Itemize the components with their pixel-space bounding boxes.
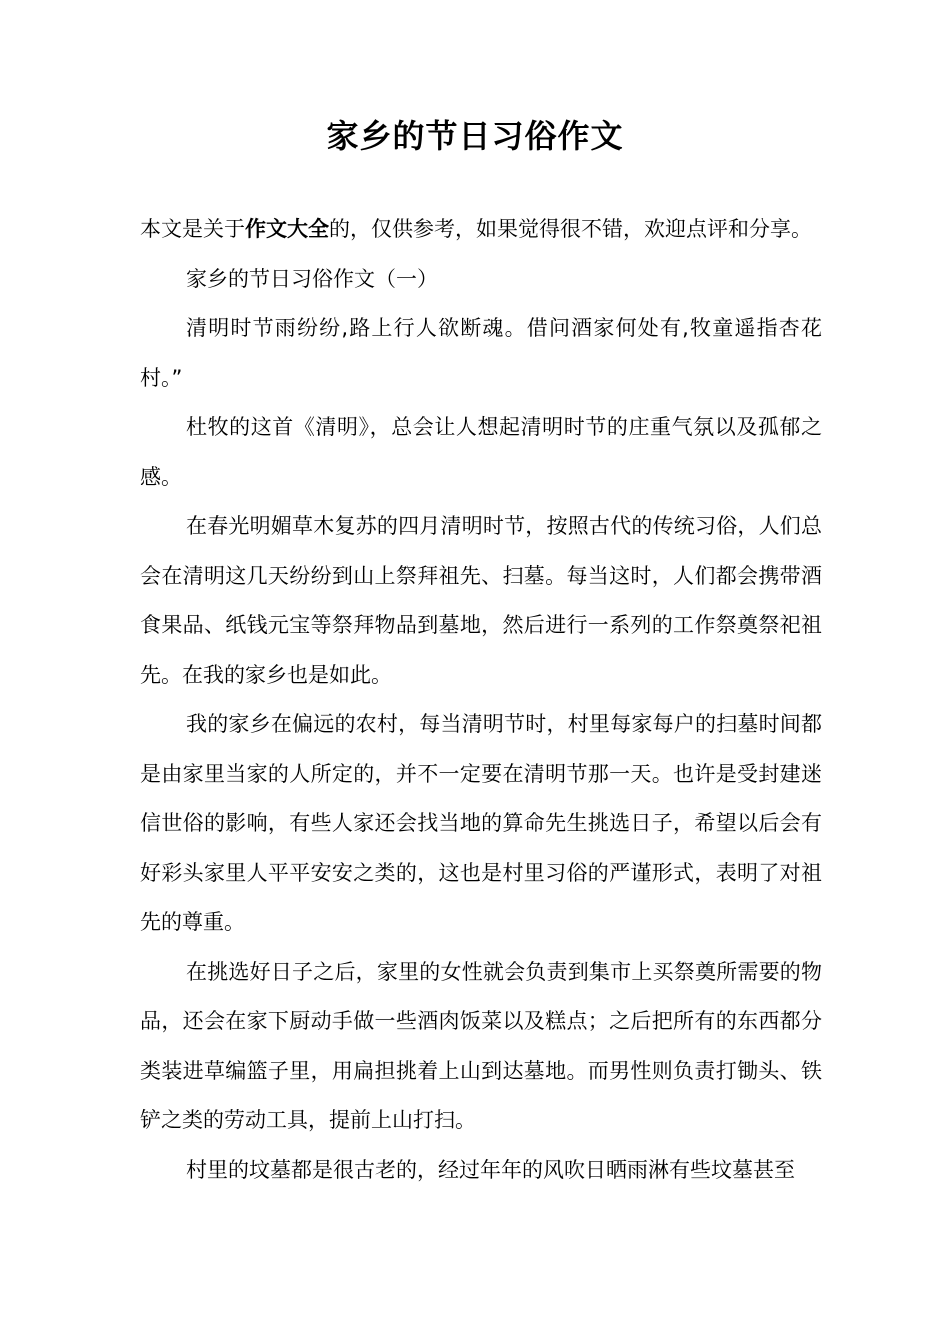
body-paragraph: 村里的坟墓都是很古老的，经过年年的风吹日晒雨淋有些坟墓甚至	[186, 1157, 795, 1182]
body-paragraph: 杜牧的这首《清明》，总会让人想起清明时节的庄重气氛以及孤郁之感。	[140, 415, 822, 489]
section-heading: 家乡的节日习俗作文（一）	[186, 266, 438, 291]
body-paragraph: 我的家乡在偏远的农村，每当清明节时，村里每家每户的扫墓时间都是由家里当家的人所定的，并不一定要在清明节那一天。也许是受封建迷信世俗的影响，有些人家还会找当地的算命先生挑选日子，希望以后会有好彩头家里人平平安安之类的，这也是村里习俗的严谨形式，表明了对祖先的尊重。	[140, 712, 822, 934]
document-body	[140, 205, 822, 1195]
poem-paragraph: 清明时节雨纷纷,路上行人欲断魂。借问酒家何处有,牧童遥指杏花村。”	[140, 316, 822, 390]
intro-paragraph	[140, 205, 822, 255]
intro-bold-link-text: 作文大全	[245, 217, 329, 241]
document-title: 家乡的节日习俗作文	[326, 117, 624, 155]
intro-suffix: 的，仅供参考，如果觉得很不错，欢迎点评和分享。	[329, 217, 812, 241]
intro-prefix: 本文是关于	[140, 217, 245, 241]
body-paragraph: 在挑选好日子之后，家里的女性就会负责到集市上买祭奠所需要的物品，还会在家下厨动手做一些酒肉饭菜以及糕点；之后把所有的东西都分类装进草编篮子里，用扁担挑着上山到达墓地。而男性则负责打锄头、铁铲之类的劳动工具，提前上山打扫。	[140, 959, 822, 1132]
body-paragraph: 在春光明媚草木复苏的四月清明时节，按照古代的传统习俗，人们总会在清明这几天纷纷到山上祭拜祖先、扫墓。每当这时，人们都会携带酒食果品、纸钱元宝等祭拜物品到墓地，然后进行一系列的工作祭奠祭祀祖先。在我的家乡也是如此。	[140, 514, 822, 687]
